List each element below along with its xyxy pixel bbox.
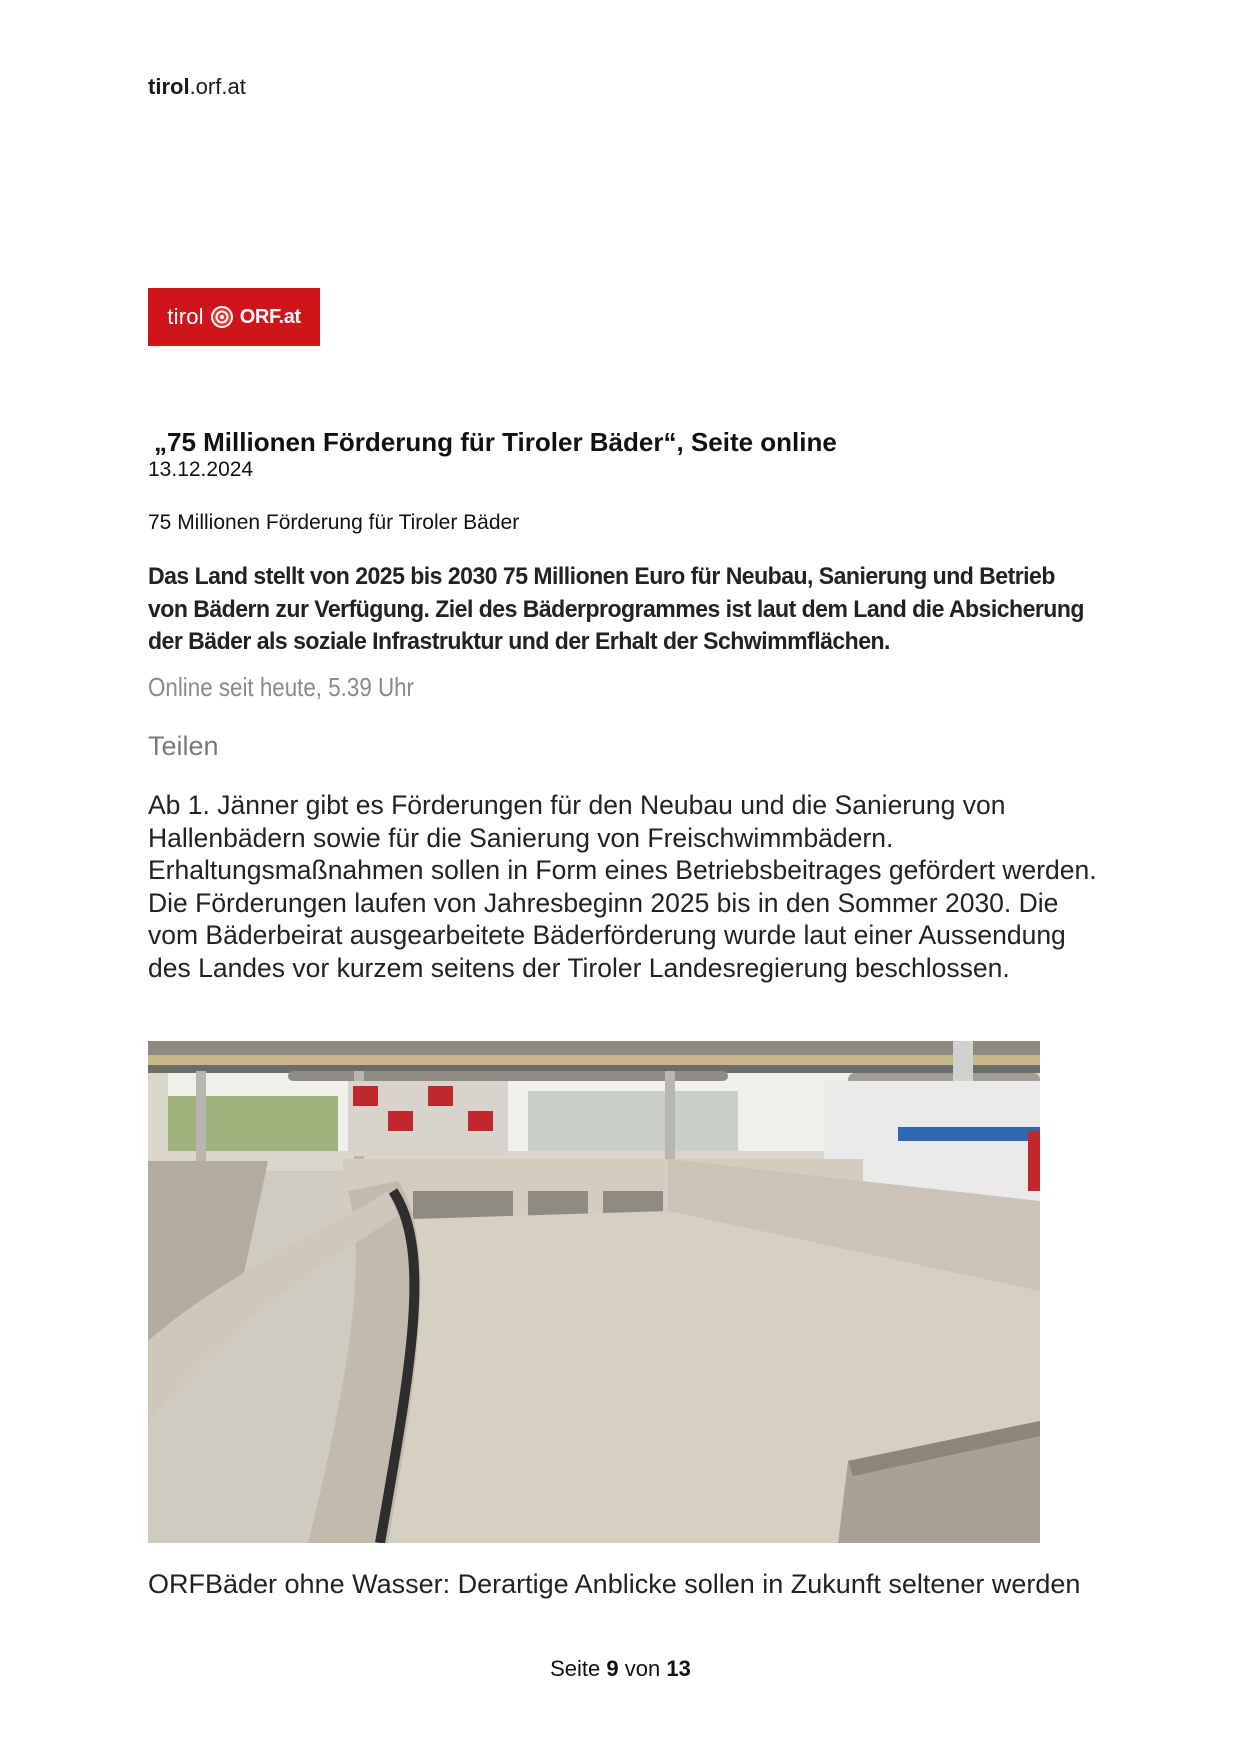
site-domain <box>148 74 246 100</box>
article-image-empty-pool <box>148 1041 1040 1543</box>
orf-ring-icon <box>210 305 234 329</box>
logo-brand-text: ORF.at <box>239 305 301 328</box>
site-domain-rest: .orf.at <box>189 74 246 99</box>
article-kicker: 75 Millionen Förderung für Tiroler Bäder <box>148 511 520 534</box>
document-date: 13.12.2024 <box>148 458 254 481</box>
article-body: Ab 1. Jänner gibt es Förderungen für den Neubau und die Sanierung von Hallenbädern sowie für die Sanierung von Freischwimmbädern. Erhaltungsmaßnahmen sollen in Form eines Betriebsbeitrages gefördert werden. Die Förderungen laufen von Jahresbeginn 2025 bis in den Sommer 2030. Die vom Bäderbeirat ausgearbeitete Bäderförderung wurde laut einer Aussendung des Landes vor kurzem seitens der Tiroler Landesregierung beschlossen. <box>148 790 1097 983</box>
document-title: „75 Millionen Förderung für Tiroler Bäder“, Seite online <box>154 427 837 457</box>
logo-region-text: tirol <box>167 304 204 329</box>
image-caption: ORFBäder ohne Wasser: Derartige Anblicke sollen in Zukunft seltener werden <box>148 1569 1081 1599</box>
tirol-orf-logo <box>148 288 320 346</box>
online-since-timestamp: Online seit heute, 5.39 Uhr <box>148 672 414 702</box>
page-prefix: Seite <box>550 1656 601 1681</box>
empty-pool-illustration <box>148 1041 1040 1543</box>
page-separator: von <box>624 1656 661 1681</box>
page-current: 9 <box>606 1656 619 1681</box>
article-lead: Das Land stellt von 2025 bis 2030 75 Millionen Euro für Neubau, Sanierung und Betrieb von Bädern zur Verfügung. Ziel des Bäderprogrammes ist laut dem Land die Absicherung der Bäder als soziale Infrastruktur und der Erhalt der Schwimmflächen. <box>148 563 1084 655</box>
page-total: 13 <box>666 1656 691 1681</box>
site-domain-bold: tirol <box>148 74 190 99</box>
share-link[interactable]: Teilen <box>148 731 219 761</box>
page-number <box>0 1656 1241 1682</box>
